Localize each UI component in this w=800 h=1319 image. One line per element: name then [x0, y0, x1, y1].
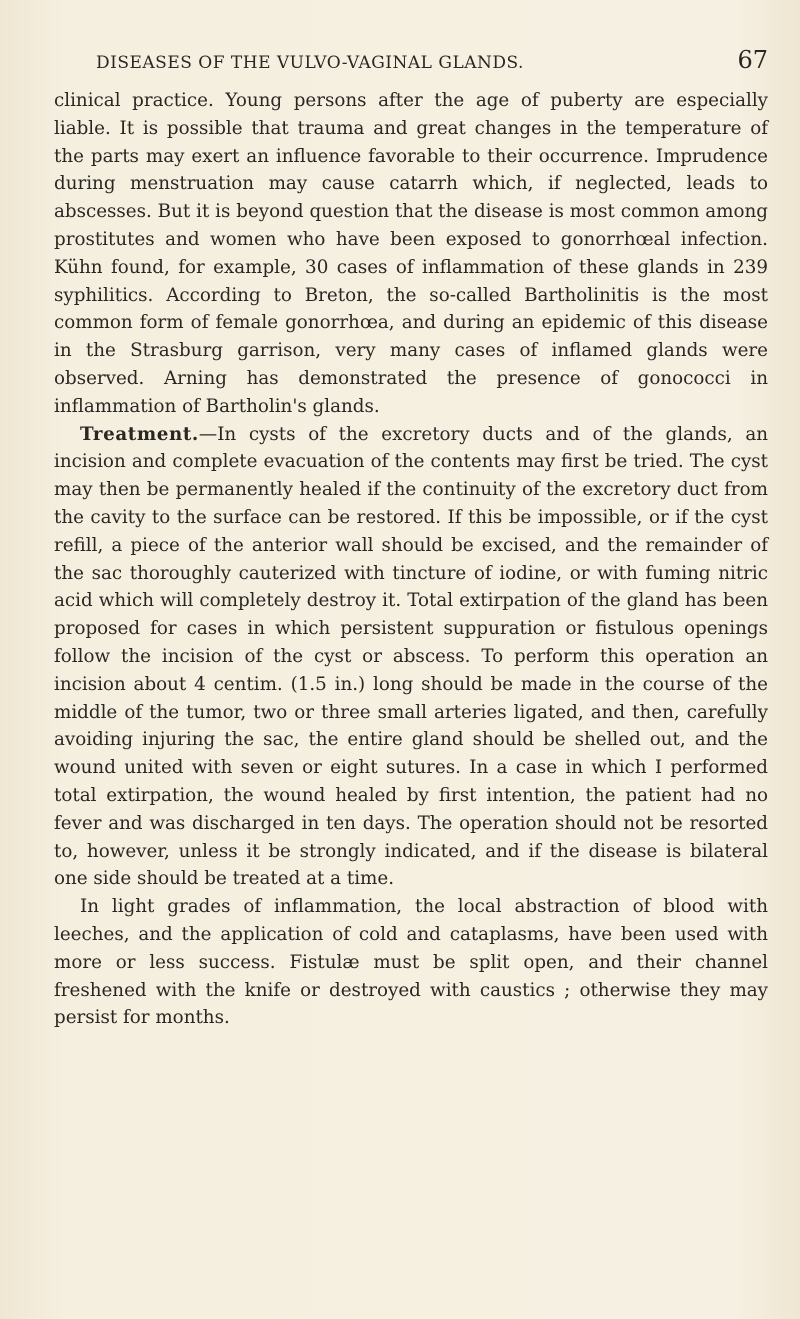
running-title: DISEASES OF THE VULVO-VAGINAL GLANDS. [96, 53, 524, 73]
treatment-text: —In cysts of the excretory ducts and of the glands, an incision and complete evacuation of the contents may first be tried. The cyst may then be permanently healed if the continuity of the excretory duct from the cavity to the surface can be restored. If this be impossible, or if the cyst refill, a piece of the anterior wall should be excised, and the remainder of the sac thoroughly cauterized with tincture of iodine, or with fuming nitric acid which will completely destroy it. Total extirpation of the gland has been proposed for cases in which persistent suppuration or fistulous openings follow the incision of the cyst or abscess. To perform this operation an incision about 4 centim. (1.5 in.) long should be made in the course of the middle of the tumor, two or three small arteries ligated, and then, carefully avoiding injuring the sac, the entire gland should be shelled out, and the wound united with seven or eight sutures. In a case in which I performed total extirpation, the wound healed by first intention, the patient had no fever and was discharged in ten days. The operation should not be resorted to, however, unless it be strongly indicated, and if the disease is bilateral one side should be treated at a time. [54, 423, 768, 890]
paragraph-inflammation: In light grades of inflammation, the local abstraction of blood with leeches, and the application of cold and cataplasms, have been used with more or less success. Fistulæ must be split open, and their channel freshened with the knife or destroyed with caustics ; otherwise they may persist for months. [54, 896, 768, 1029]
running-head [54, 48, 768, 73]
paragraph-treatment [54, 421, 768, 894]
paragraph-etiology: clinical practice. Young persons after the age of puberty are especially liable. It is possible that trauma and great changes in the temperature of the parts may exert an influence favorable to their occurrence. Imprudence during menstruation may cause catarrh which, if neglected, leads to abscesses. But it is beyond question that the disease is most common among prostitutes and women who have been exposed to gonorrhœal infection. Kühn found, for example, 30 cases of inflammation of these glands in 239 syphilitics. According to Breton, the so-called Bartholinitis is the most common form of female gonorrhœa, and during an epidemic of this disease in the Strasburg garrison, very many cases of inflamed glands were observed. Arning has demonstrated the presence of gonococci in inflammation of Bartholin's glands. [54, 90, 768, 417]
body-text [54, 87, 768, 1032]
treatment-heading: Treatment. [80, 423, 199, 445]
page-number: 67 [737, 46, 768, 74]
